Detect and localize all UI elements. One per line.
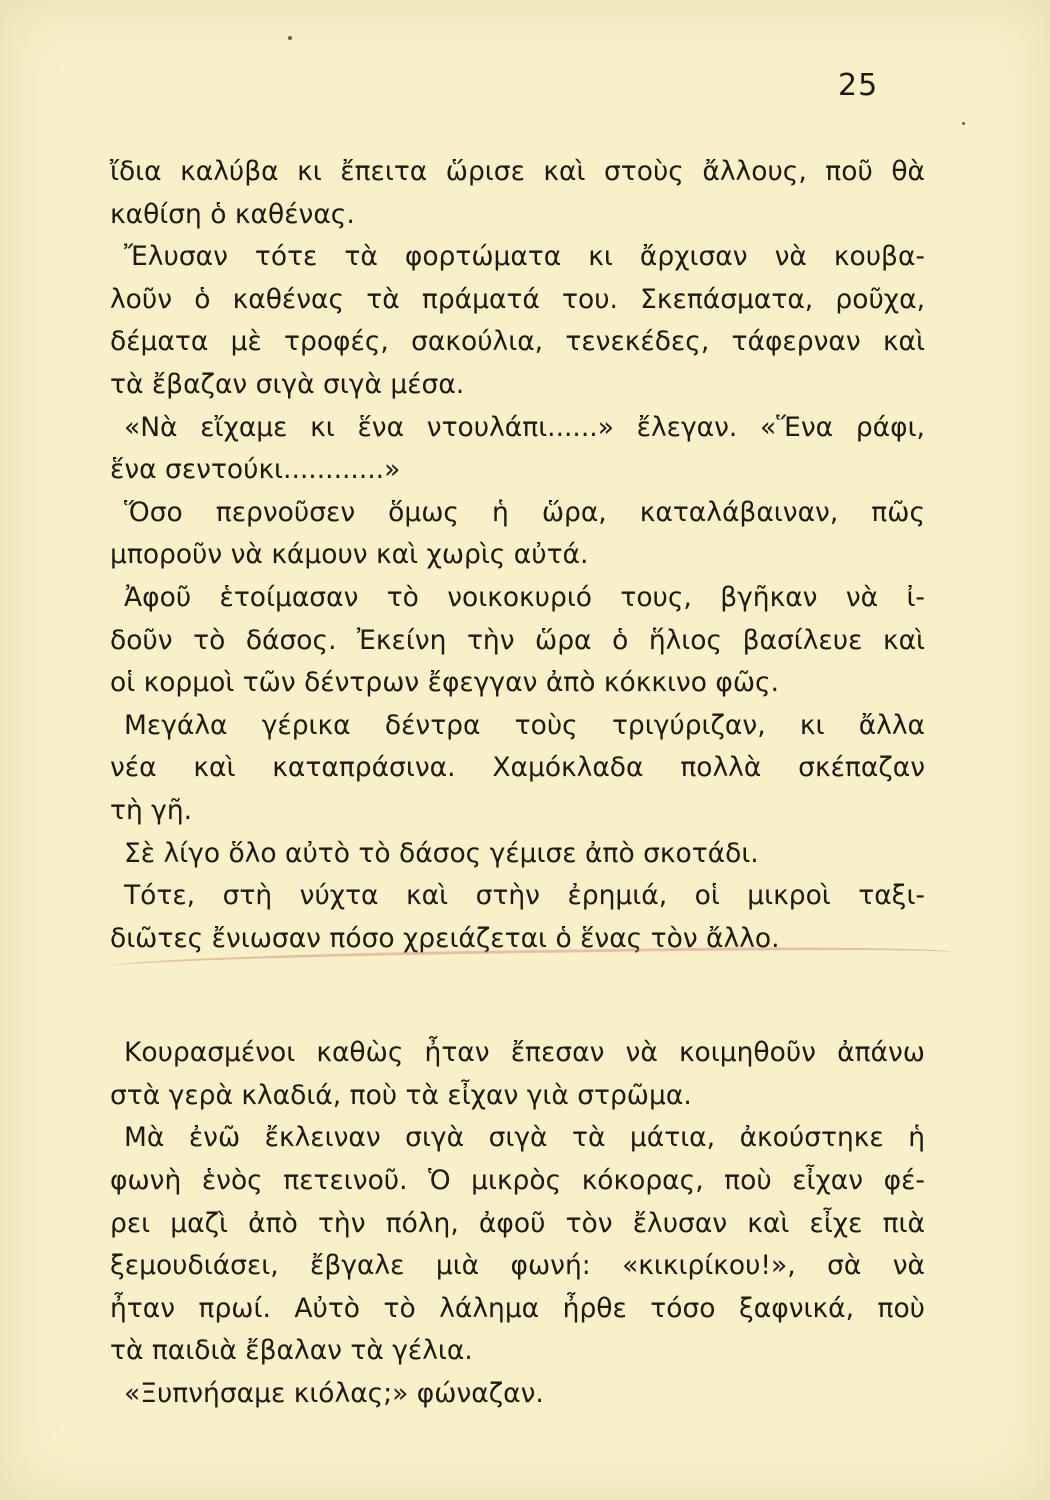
text-line: δέματα μὲ τροφές, σακούλια, τενεκέδες, τάφερναν καὶ — [110, 326, 925, 358]
text-line: δοῦν τὸ δάσος. Ἐκείνη τὴν ὥρα ὁ ἥλιος βασίλευε καὶ — [110, 624, 925, 656]
text-line: ἴδια καλύβα κι ἔπειτα ὥρισε καὶ στοὺς ἄλλους, ποῦ θὰ — [110, 156, 925, 187]
text-line: τὰ ἔβαζαν σιγὰ σιγὰ μέσα. — [110, 368, 465, 400]
text-line: Ἀφοῦ ἑτοίμασαν τὸ νοικοκυριό τους, βγῆκαν νὰ ἰ- — [124, 581, 925, 613]
paper-speck — [288, 36, 292, 40]
body-text — [110, 151, 925, 1416]
paper-speck — [962, 122, 965, 125]
text-line: ἕνα σεντούκι............» — [110, 454, 401, 486]
text-line: Μεγάλα γέρικα δέντρα τοὺς τριγύριζαν, κι ἄλλα — [124, 709, 925, 741]
text-line: οἱ κορμοὶ τῶν δέντρων ἔφεγγαν ἀπὸ κόκκινο φῶς. — [110, 667, 779, 699]
text-line: Κουρασμένοι καθὼς ἦταν ἔπεσαν νὰ κοιμηθοῦν ἀπάνω — [124, 1037, 925, 1069]
text-line: ξεμουδιάσει, ἔβγαλε μιὰ φωνή: «κικιρίκου!», σὰ νὰ — [110, 1250, 925, 1282]
text-line: Μὰ ἐνῶ ἔκλειναν σιγὰ σιγὰ τὰ μάτια, ἀκούστηκε ἡ — [124, 1122, 925, 1154]
text-line: «Νὰ εἴχαμε κι ἕνα ντουλάπι......» ἔλεγαν. «Ἕνα ράφι, — [124, 411, 925, 443]
text-line: νέα καὶ καταπράσινα. Χαμόκλαδα πολλὰ σκέπαζαν — [110, 752, 925, 784]
text-line: Ὅσο περνοῦσεν ὅμως ἡ ὥρα, καταλάβαιναν, πῶς — [124, 496, 925, 528]
text-line: τὰ παιδιὰ ἔβαλαν τὰ γέλια. — [110, 1335, 473, 1367]
text-line: Σὲ λίγο ὅλο αὐτὸ τὸ δάσος γέμισε ἀπὸ σκοτάδι. — [124, 837, 759, 869]
text-line: τὴ γῆ. — [110, 794, 193, 826]
text-line: καθίση ὁ καθένας. — [110, 198, 355, 230]
text-line: Ἔλυσαν τότε τὰ φορτώματα κι ἄρχισαν νὰ κουβα- — [124, 241, 925, 273]
text-line: ρει μαζὶ ἀπὸ τὴν πόλη, ἀφοῦ τὸν ἔλυσαν καὶ εἶχε πιὰ — [110, 1207, 925, 1239]
text-line: Τότε, στὴ νύχτα καὶ στὴν ἐρημιά, οἱ μικροὶ ταξι- — [124, 880, 925, 912]
text-line: μποροῦν νὰ κάμουν καὶ χωρὶς αὐτά. — [110, 539, 589, 571]
text-line: λοῦν ὁ καθένας τὰ πράματά του. Σκεπάσματα, ροῦχα, — [110, 283, 925, 315]
text-line: στὰ γερὰ κλαδιά, ποὺ τὰ εἶχαν γιὰ στρῶμα. — [110, 1079, 692, 1111]
page-number: 25 — [838, 68, 879, 103]
text-line: φωνὴ ἑνὸς πετεινοῦ. Ὁ μικρὸς κόκορας, ποὺ εἶχαν φέ- — [110, 1165, 925, 1197]
text-line: διῶτες ἔνιωσαν πόσο χρειάζεται ὁ ἕνας τὸν ἄλλο. — [110, 922, 780, 954]
text-line: ἦταν πρωί. Αὐτὸ τὸ λάλημα ἦρθε τόσο ξαφνικά, ποὺ — [110, 1292, 925, 1324]
text-line: «Ξυπνήσαμε κιόλας;» φώναζαν. — [124, 1378, 544, 1410]
